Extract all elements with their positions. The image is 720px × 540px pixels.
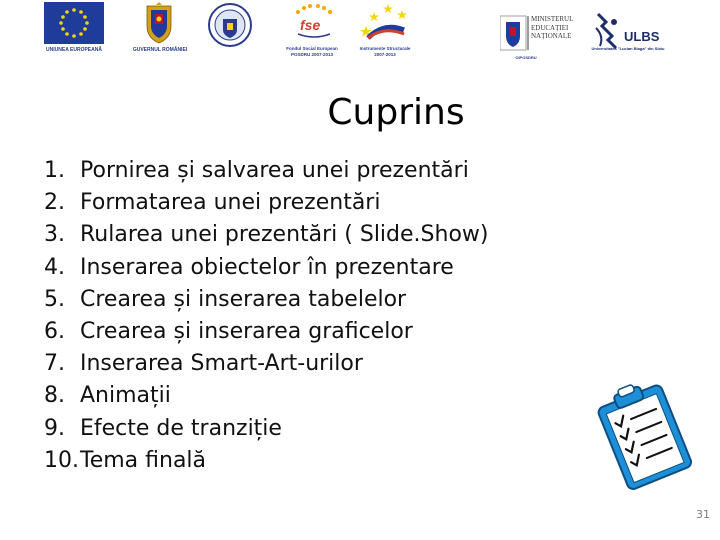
item-number: 10. [44,447,79,473]
ministry-line3: NAȚIONALE [531,32,572,40]
ulbs-caption: Universitatea "Lucian Blaga" din Sibiu [591,46,665,51]
item-text: Tema finală [80,447,207,473]
logo-header [0,0,720,70]
ministry-caption: OIPOSDRU [515,55,537,60]
item-number: 1. [44,158,65,183]
item-number: 8. [44,383,65,409]
fse-caption [270,46,354,57]
page-number: 31 [696,508,710,521]
fse-caption-line2: POSDRU 2007-2013 [290,51,334,57]
list-item [44,187,488,219]
item-number: 6. [44,318,65,344]
item-number: 4. [44,254,65,280]
item-text: Efecte de tranziție [80,415,282,441]
item-text: Inserarea obiectelor în prezentare [80,254,454,280]
item-text: Crearea și inserarea graficelor [80,318,413,344]
structural-caption-line2: 2007-2013 [374,51,396,57]
ulbs-logo-icon [592,12,622,50]
fse-caption-line1: Fondul Social European [286,46,338,51]
item-number: 5. [44,286,65,312]
eu-flag-icon [44,2,104,44]
list-item [44,219,488,251]
item-text: Formatarea unei prezentări [80,190,381,216]
list-item [44,380,488,412]
clipboard-checklist-icon [590,375,700,490]
item-number: 3. [44,222,65,248]
item-number: 2. [44,190,65,216]
item-text: Animații [80,383,171,409]
list-item [44,413,488,445]
item-number: 7. [44,351,65,377]
list-item [44,316,488,348]
slide-title: Cuprins [327,92,465,133]
fse-logo-icon [292,4,336,44]
list-item [44,348,488,380]
ministry-name [531,15,573,41]
svg-text:fse: fse [300,17,321,33]
list-item [44,155,488,187]
gov-caption: GUVERNUL ROMÂNIEI [132,47,188,53]
ministry-seal-icon [208,3,252,47]
structural-stars-icon [358,0,410,44]
list-item [44,252,488,284]
list-item [44,445,488,477]
ulbs-name: ULBS [624,29,660,44]
item-text: Inserarea Smart-Art-urilor [80,351,363,377]
structural-caption-line1: Instrumente Structurale [359,46,411,51]
item-text: Crearea și inserarea tabelelor [80,286,407,312]
eu-caption: UNIUNEA EUROPEANĂ [46,47,102,53]
ministry-line2: EDUCAȚIEI [531,23,569,32]
table-of-contents [44,155,488,477]
romania-crest-icon [143,2,175,44]
item-text: Rularea unei prezentări ( Slide.Show) [80,222,489,248]
structural-caption [345,46,425,57]
item-text: Pornirea și salvarea unei prezentări [80,158,469,183]
ministry-line1: MINISTERUL [531,15,574,23]
list-item [44,284,488,316]
item-number: 9. [44,415,65,441]
